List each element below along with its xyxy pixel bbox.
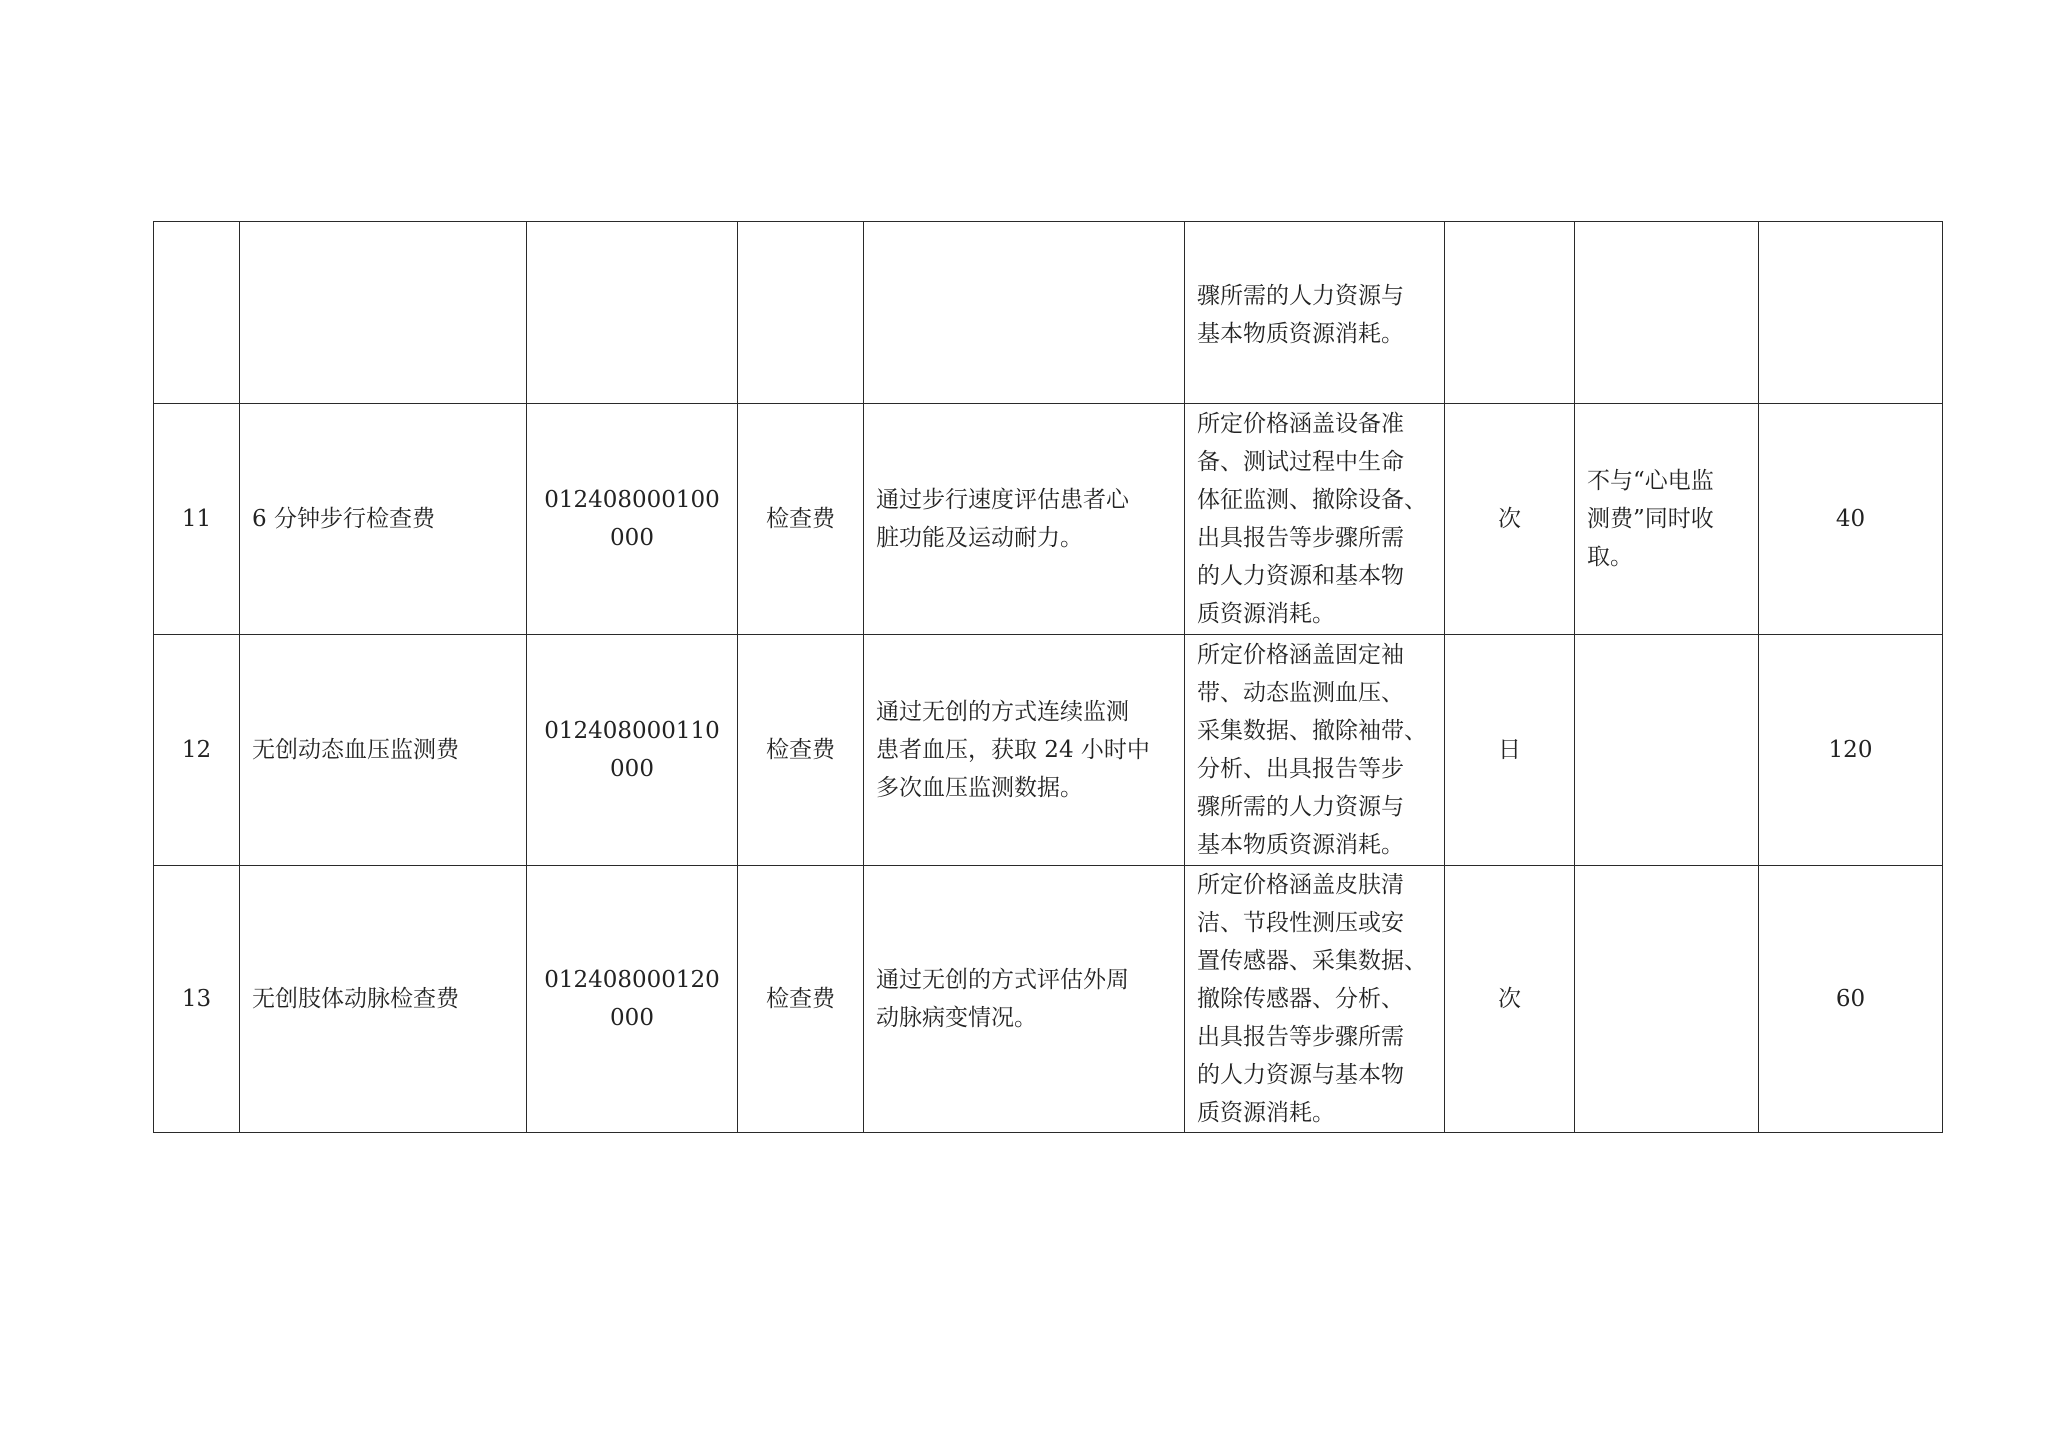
description-line: 通过步行速度评估患者心 [876,487,1129,513]
note-line: 不与“心电监 [1587,468,1714,494]
note-line: 取。 [1587,544,1633,570]
description-line: 动脉病变情况。 [876,1005,1037,1031]
item-name: 无创肢体动脉检查费 [240,866,527,1133]
scope-line: 带、动态监测血压、 [1197,680,1404,706]
row-index: 13 [154,866,240,1133]
item-description [864,635,1185,866]
item-unit: 日 [1445,635,1575,866]
scope-line: 基本物质资源消耗。 [1197,832,1404,858]
row-index [154,222,240,404]
item-code [527,222,738,404]
scope-line: 出具报告等步骤所需 [1197,1024,1404,1050]
scope-line: 基本物质资源消耗。 [1197,320,1404,347]
price-table [153,221,1943,1133]
scope-line: 分析、出具报告等步 [1197,756,1404,782]
item-price [1759,222,1943,404]
item-price-scope [1185,866,1445,1133]
row-index: 11 [154,404,240,635]
item-name: 无创动态血压监测费 [240,635,527,866]
scope-line: 的人力资源与基本物 [1197,1062,1404,1088]
scope-line: 的人力资源和基本物 [1197,563,1404,589]
item-price-scope [1185,222,1445,404]
item-note [1575,222,1759,404]
item-name [240,222,527,404]
item-description [864,866,1185,1133]
scope-line: 骤所需的人力资源与 [1197,794,1404,820]
item-description [864,404,1185,635]
scope-line: 质资源消耗。 [1197,601,1335,627]
scope-line: 采集数据、撤除袖带、 [1197,718,1427,744]
item-price: 40 [1759,404,1943,635]
scope-line: 所定价格涵盖皮肤清 [1197,872,1404,898]
item-category: 检查费 [738,866,864,1133]
item-category [738,222,864,404]
item-category: 检查费 [738,635,864,866]
table-row [154,866,1943,1133]
scope-line: 备、测试过程中生命 [1197,449,1404,475]
table-row [154,635,1943,866]
item-unit: 次 [1445,404,1575,635]
item-note [1575,404,1759,635]
item-name: 6 分钟步行检查费 [240,404,527,635]
item-note [1575,635,1759,866]
scope-line: 撤除传感器、分析、 [1197,986,1404,1012]
scope-line: 洁、节段性测压或安 [1197,910,1404,936]
description-line: 脏功能及运动耐力。 [876,525,1083,551]
scope-line: 质资源消耗。 [1197,1100,1335,1126]
table-row-continued [154,222,1943,404]
item-unit [1445,222,1575,404]
item-category: 检查费 [738,404,864,635]
item-price: 120 [1759,635,1943,866]
item-description [864,222,1185,404]
item-code: 012408000110000 [527,635,738,866]
row-index: 12 [154,635,240,866]
note-line: 测费”同时收 [1587,506,1714,532]
description-line: 多次血压监测数据。 [876,775,1083,801]
item-code: 012408000120000 [527,866,738,1133]
item-unit: 次 [1445,866,1575,1133]
description-line: 通过无创的方式连续监测 [876,699,1129,725]
item-price-scope [1185,404,1445,635]
scope-line: 骤所需的人力资源与 [1197,282,1404,309]
scope-line: 置传感器、采集数据、 [1197,948,1427,974]
scope-line: 所定价格涵盖设备准 [1197,411,1404,437]
item-price: 60 [1759,866,1943,1133]
item-price-scope [1185,635,1445,866]
item-note [1575,866,1759,1133]
description-line: 通过无创的方式评估外周 [876,967,1129,993]
scope-line: 所定价格涵盖固定袖 [1197,642,1404,668]
scope-line: 出具报告等步骤所需 [1197,525,1404,551]
description-line: 患者血压，获取 24 小时中 [876,737,1150,763]
table-row [154,404,1943,635]
item-code: 012408000100000 [527,404,738,635]
scope-line: 体征监测、撤除设备、 [1197,487,1427,513]
